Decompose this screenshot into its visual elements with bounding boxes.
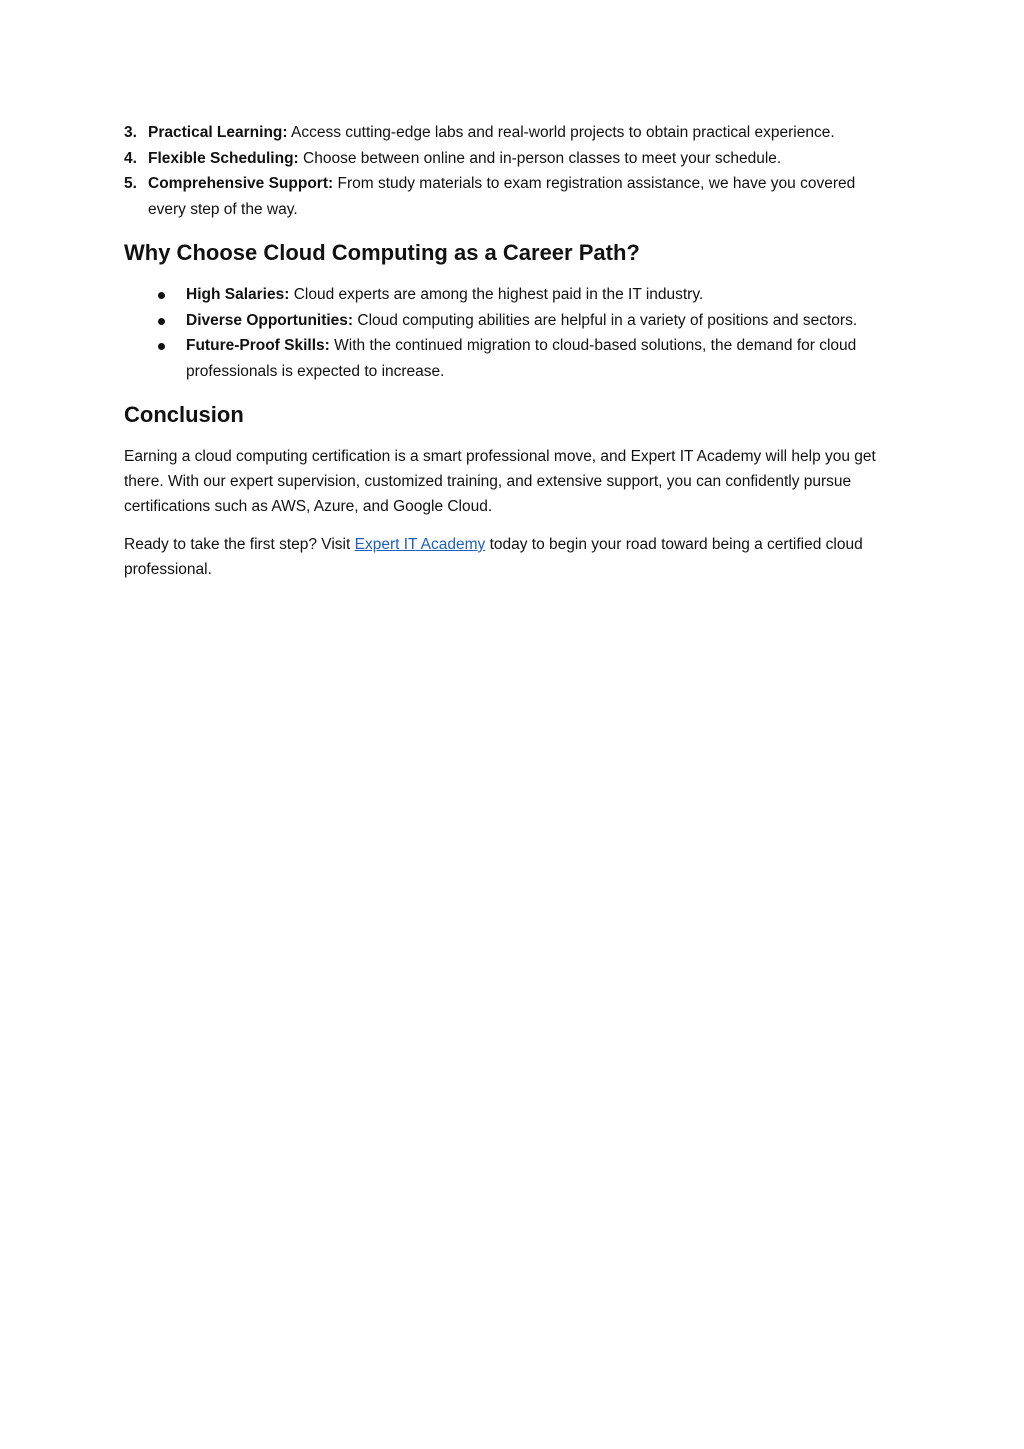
- list-number: 5.: [124, 175, 137, 192]
- conclusion-paragraph: Earning a cloud computing certification is a smart professional move, and Expert IT Academy will help you get there. With our expert supervision, customized training, and extensive support, you can confidently pursue certifications such as AWS, Azure, and Google Cloud.: [124, 448, 876, 515]
- bullet-text: Cloud computing abilities are helpful in a variety of positions and sectors.: [357, 311, 858, 329]
- list-item: [124, 120, 894, 146]
- list-number: 3.: [124, 124, 137, 141]
- list-item-text: From study materials to exam registration assistance, we have you covered every step of the way.: [148, 175, 856, 218]
- bullet-title: High Salaries:: [186, 286, 290, 303]
- document-page: [124, 120, 894, 595]
- bullet-item: [124, 282, 894, 308]
- list-item-text: Access cutting-edge labs and real-world projects to obtain practical experience.: [291, 124, 835, 141]
- list-item-title: Comprehensive Support:: [148, 175, 334, 192]
- cta-text-after: today to begin your road toward being a certified cloud professional.: [124, 536, 863, 578]
- cta-text-before: Ready to take the first step? Visit: [124, 536, 355, 553]
- bullet-item: [124, 333, 894, 384]
- list-item-title: Flexible Scheduling:: [148, 149, 299, 167]
- bullet-icon: [158, 343, 165, 350]
- list-item-title: Practical Learning:: [148, 124, 288, 141]
- list-item: [124, 146, 894, 172]
- list-item-text: Choose between online and in-person classes to meet your schedule.: [303, 149, 782, 167]
- bullet-title: Diverse Opportunities:: [186, 311, 354, 329]
- bullet-list: [124, 282, 894, 384]
- bullet-text: Cloud experts are among the highest paid in the IT industry.: [293, 286, 704, 303]
- cta-paragraph: [124, 532, 894, 582]
- why-heading: Why Choose Cloud Computing as a Career Path?: [124, 240, 640, 265]
- bullet-item: [124, 308, 894, 334]
- numbered-list: [124, 120, 894, 222]
- bullet-text: With the continued migration to cloud-based solutions, the demand for cloud professionals is expected to increase.: [186, 337, 857, 380]
- expert-it-academy-link[interactable]: Expert IT Academy: [354, 536, 486, 553]
- bullet-title: Future-Proof Skills:: [186, 337, 330, 354]
- list-item: [124, 171, 894, 222]
- conclusion-heading: Conclusion: [124, 402, 244, 427]
- bullet-icon: [158, 318, 165, 325]
- bullet-icon: [158, 292, 165, 299]
- list-number: 4.: [124, 149, 137, 167]
